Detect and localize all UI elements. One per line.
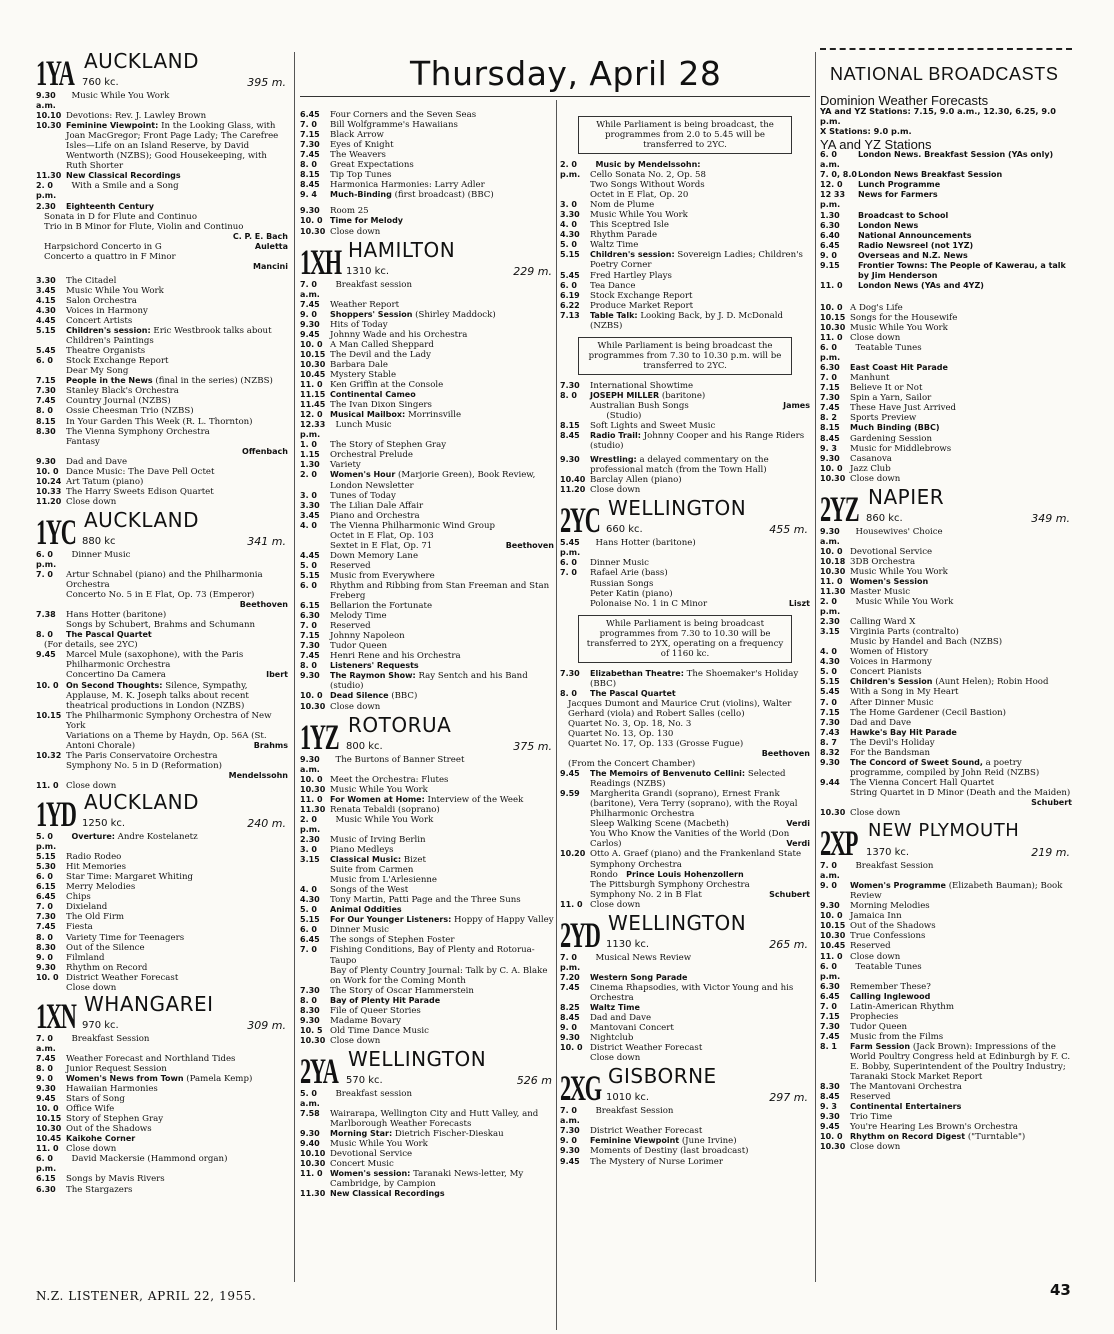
wavelength: 526 m: [516, 1073, 552, 1087]
city: NEW PLYMOUTH: [868, 820, 1020, 842]
wavelength: 219 m.: [1031, 846, 1070, 860]
wavelength: 297 m.: [769, 1091, 808, 1105]
column-4: Dominion Weather Forecasts YA and YZ Stations: 7.15, 9.0 a.m., 12.30, 6.25, 9.0 p.m. X Stations: 9.0 p.m. YA and YZ Stations 6. 0 a.m. London News. Breakfast Session (YAs only) 7. 0, 8.0 London News Breakfast Session 12. 0 Lunch Programme 12 33 p.m. News for Farmers 1.30 Broadcast to School 6.30 London News 6.40 National Announcements 6.45 Radio Newsreel (not 1YZ) 9. 0 Overseas and N.Z. News 9.15 Frontier Towns: The People of Kawerau, a talk by Jim Henderson 11. 0 London News (YAs and 4YZ) 10. 0 A Dog's Life 10.15 Songs for the Housewife 10.30 Music While You Work 11. 0 Close down 6. 0 p.m. Teatable Tunes 6.30 East Coast Hit Parade 7. 0 Manhunt 7.15 Believe It or Not 7.30 Spin a Yarn, Sailor 7.45 These Have Just Arrived 8. 2 Sports Preview 8.15 Much Binding (BBC) 8.45 Gardening Session 9. 3 Music for Middlebrows 9.30 Casanova 10. 0 Jazz Club 10.30 Close down 2YZ NAPIER 860 kc. 349 m. 9.30 a.m. Housewives' Choice 10. 0 Devotional Service 10.18 3DB Orchestra 10.30 Music While You Work 11. 0 Women's Session 11.30 Master Music 2. 0 p.m. Music While You Work 2.30 Calling Ward X 3.15 Virginia Parts (contralto) Music by Handel and Bach (NZBS) 4. 0 Women of History 4.30 Voices in Harmony 5. 0 Concert Pianists 5.15 Children's Session (Aunt Helen); Robin Hood 5.45 With a Song in My Heart 7. 0 After Dinner Music 7.15 The Home Gardener (Cecil Bastion) 7.30 Dad and Dave 7.43 Hawke's Bay Hit Parade 8. 7 The Devil's Holiday 8.32 For the Bandsman 9.30 The Concord of Sweet Sound, a poetry programme, compiled by John Reid (NZBS) 9.44 The Vienna Concert Hall Quartet String Quartet in D Minor (Death and the Maiden) Schubert 10.30 Close down 2XP NEW PLYMOUTH 1370 kc. 219 m. 7. 0 a.m. Breakfast Session 9. 0 Women's Programme (Elizabeth Bauman); Book Review 9.30 Morning Melodies 10. 0 Jamaica Inn 10.15 Out of the Shadows 10.30 True Confessions 10.45 Reserved 11. 0 Close down 6. 0 p.m. Teatable Tunes 6.30 Remember These? 6.45 Calling Inglewood 7. 0 Latin-American Rhythm 7.15 Prophecies 7.30 Tudor Queen 7.45 Music from the Films 8. 1 Farm Session (Jack Brown): Impressions of the World Poultry Congress held at Edinburgh by F. C. E. Bobby, Superintendent of the Poultry Industry; Taranaki Stock Market Report 8.30 The Mantovani Orchestra 8.45 Reserved 9. 3 Continental Entertainers 9.30 Trio Time 9.45 You're Hearing Les Brown's Orchestra 10. 0 Rhythm on Record Digest ("Turntable") 10.30 Close down: [820, 93, 1072, 1153]
station-header-2yd: [560, 910, 810, 955]
listing: 9.30 a.m. Music While You Work: [36, 91, 170, 111]
national-listing: 9. 0 Overseas and N.Z. News: [820, 250, 968, 260]
callsign: 2YD: [560, 914, 600, 955]
city: NAPIER: [868, 484, 945, 509]
national-listing: 6.40 National Announcements: [820, 230, 972, 240]
frequency: 970 kc.: [82, 1019, 119, 1031]
city: HAMILTON: [348, 237, 456, 262]
frequency: 1130 kc.: [606, 938, 650, 950]
callsign: 1YA: [36, 53, 74, 93]
weather-heading: Dominion Weather Forecasts: [820, 93, 989, 108]
wavelength: 309 m.: [247, 1018, 286, 1032]
notice-box: While Parliament is being broadcast programmes from 7.30 to 10.30 will be transferred to 2YX, operating on a frequency of 1160 kc.: [578, 615, 792, 663]
wavelength: 395 m.: [247, 75, 286, 89]
listing: 11.30 New Classical Recordings: [36, 171, 181, 181]
notice-box: While Parliament is being broadcast the programmes from 7.30 to 10.30 p.m. will be transferred to 2YC.: [578, 337, 792, 375]
callsign: 2YA: [300, 1050, 338, 1091]
city: ROTORUA: [348, 712, 452, 737]
callsign: 2YC: [560, 500, 600, 541]
station-header-2yc: [560, 496, 810, 541]
frequency: 1310 kc.: [346, 265, 390, 277]
decorative-border: [820, 48, 1072, 58]
wavelength: 375 m.: [513, 739, 552, 753]
station-header-2ya: [300, 1046, 554, 1091]
station-header-1xn: [36, 991, 288, 1036]
notice-box: While Parliament is being broadcast, the programmes from 2.0 to 5.45 will be transferred to 2YC.: [578, 116, 792, 154]
ya-yz-list: [820, 150, 1072, 291]
frequency: 1370 kc.: [866, 847, 910, 859]
city: WELLINGTON: [608, 496, 747, 521]
callsign: 1YZ: [300, 716, 339, 757]
station-header-2yz: [820, 484, 1072, 529]
national-listing: 12. 0 Lunch Programme: [820, 180, 941, 190]
callsign: 2XP: [820, 823, 858, 864]
city: AUCKLAND: [84, 49, 200, 73]
city: WELLINGTON: [348, 1046, 487, 1071]
weather-line: X Stations: 9.0 p.m.: [820, 126, 912, 137]
national-broadcasts-heading: NATIONAL BROADCASTS: [830, 64, 1059, 84]
national-listing: 6.30 London News: [820, 220, 919, 230]
callsign: 1YD: [36, 794, 76, 835]
station-header-1yd: [36, 790, 288, 835]
weather-line: YA and YZ Stations: 7.15, 9.0 a.m., 12.30, 6.25, 9.0 p.m.: [820, 106, 1056, 127]
national-listing: 9.15 Frontier Towns: The People of Kawerau, a talk by Jim Henderson: [820, 260, 1066, 280]
frequency: 1010 kc.: [606, 1092, 650, 1104]
city: AUCKLAND: [84, 790, 200, 815]
wavelength: 349 m.: [1031, 511, 1070, 525]
station-header-1yc: [36, 507, 288, 552]
footer-citation: N.Z. LISTENER, APRIL 22, 1955.: [36, 1289, 257, 1303]
column-divider: [556, 100, 557, 1330]
column-divider: [294, 52, 295, 1282]
page-title: Thursday, April 28: [410, 54, 722, 93]
national-listing: 6. 0 a.m. London News. Breakfast Session (YAs only): [820, 150, 1054, 170]
listing: 10.10 Devotions: Rev. J. Lawley Brown: [36, 111, 207, 122]
frequency: 860 kc.: [866, 512, 903, 524]
city: GISBORNE: [608, 1064, 717, 1089]
wavelength: 240 m.: [247, 817, 286, 830]
station-header-1xh: [300, 237, 554, 282]
listing: 2.30 Eighteenth Century: [36, 201, 154, 211]
wavelength: 265 m.: [769, 937, 808, 951]
callsign: 1XN: [36, 995, 76, 1036]
wavelength: 229 m.: [513, 264, 552, 278]
station-header-2xp: [820, 820, 1072, 864]
frequency: 570 kc.: [346, 1074, 383, 1086]
ya-yz-heading: YA and YZ Stations: [820, 137, 932, 153]
station-header-2xg: [560, 1064, 810, 1109]
station-header-1ya: [36, 49, 288, 93]
frequency: 760 kc.: [82, 76, 119, 88]
national-listing: 7. 0, 8.0 London News Breakfast Session: [820, 170, 1003, 180]
wavelength: 341 m.: [247, 534, 286, 548]
city: WELLINGTON: [608, 910, 747, 935]
listing: 10.30 Feminine Viewpoint: In the Looking Glass, with Joan MacGregor; Front Page Lady; The Carefree Isles—Life on an Island Reserve, by David Wentworth (NZBS); Good Housekeeping, with Ruth Shorter: [36, 121, 279, 172]
page-number: 43: [1050, 1281, 1071, 1299]
national-listing: 1.30 Broadcast to School: [820, 210, 949, 220]
national-listing: 11. 0 London News (YAs and 4YZ): [820, 280, 984, 290]
column-1: 1YA AUCKLAND 760 kc. 395 m. 9.30 a.m. Music While You Work 10.10 Devotions: Rev. J. Lawley Brown 10.30 Feminine Viewpoint: In the Looking Glass, with Joan MacGregor; Front Page Lady; The Carefree Isles—Life on an Island Reserve, by David Wentworth (NZBS); Good Housekeeping, with Ruth Shorter 11.30 New Classical Recordings 2. 0 p.m. With a Smile and a Song 2.30 Eighteenth Century Sonata in D for Flute and Continuo Trio in B Minor for Flute, Violin and Continuo C. P. E. Bach Harpsichord Concerto in G Auletta Concerto a quattro in F Minor Mancini 3.30 The Citadel 3.45 Music While You Work 4.15 Salon Orchestra 4.30 Voices in Harmony 4.45 Concert Artists 5.15 Children's session: Eric Westbrook talks about Children's Paintings 5.45 Theatre Organists 6. 0 Stock Exchange Report Dear My Song 7.15 People in the News (final in the series) (NZBS) 7.30 Stanley Black's Orchestra 7.45 Country Journal (NZBS) 8. 0 Ossie Cheesman Trio (NZBS) 8.15 In Your Garden This Week (R. L. Thornton) 8.30 The Vienna Symphony Orchestra Fantasy Offenbach 9.30 Dad and Dave 10. 0 Dance Music: The Dave Pell Octet 10.24 Art Tatum (piano) 10.33 The Harry Sweets Edison Quartet 11.20 Close down 1YC AUCKLAND 880 kc 341 m. 6. 0 p.m. Dinner Music 7. 0 Artur Schnabel (piano) and the Philharmonia Orchestra Concerto No. 5 in E Flat, Op. 73 (Emperor) Beethoven 7.38 Hans Hotter (baritone) Songs by Schubert, Brahms and Schumann 8. 0 The Pascal Quartet (For details, see 2YC) 9.45 Marcel Mule (saxophone), with the Paris Philharmonic Orchestra Concertino Da Camera Ibert 10. 0 On Second Thoughts: Silence, Sympathy, Applause, M. K. Joseph talks about recent theatrical productions in London (NZBS) 10.15 The Philharmonic Symphony Orchestra of New York Variations on a Theme by Haydn, Op. 56A (St. Antoni Chorale) Brahms 10.32 The Paris Conservatoire Orchestra Symphony No. 5 in D (Reformation) Mendelssohn 11. 0 Close down 1YD AUCKLAND 1250 kc. 240 m. 5. 0 p.m. Overture: Andre Kostelanetz 5.15 Radio Rodeo 5.30 Hit Memories 6. 0 Star Time: Margaret Whiting 6.15 Merry Melodies 6.45 Chips 7. 0 Dixieland 7.30 The Old Firm 7.45 Fiesta 8. 0 Variety Time for Teenagers 8.30 Out of the Silence 9. 0 Filmland 9.30 Rhythm on Record 10. 0 District Weather Forecast Close down 1XN WHANGAREI 970 kc. 309 m. 7. 0 a.m. Breakfast Session 7.45 Weather Forecast and Northland Tides 8. 0 Junior Request Session 9. 0 Women's News from Town (Pamela Kemp) 9.30 Hawaiian Harmonies 9.45 Stars of Song 10. 0 Office Wife 10.15 Story of Stephen Gray 10.30 Out of the Shadows 10.45 Kaikohe Corner 11. 0 Close down 6. 0 p.m. David Mackersie (Hammond organ) 6.15 Songs by Mavis Rivers 6.30 The Stargazers: [36, 49, 288, 1195]
frequency: 800 kc.: [346, 740, 383, 752]
station-header-1yz: [300, 712, 554, 757]
column-2: 6.45 Four Corners and the Seven Seas 7. 0 Bill Wolfgramme's Hawaiians 7.15 Black Arrow 7.30 Eyes of Knight 7.45 The Weavers 8. 0 Great Expectations 8.15 Tip Top Tunes 8.45 Harmonica Harmonies: Larry Adler 9. 4 Much-Binding (first broadcast) (BBC) 9.30 Room 25 10. 0 Time for Melody 10.30 Close down 1XH HAMILTON 1310 kc. 229 m. 7. 0 a.m. Breakfast session 7.45 Weather Report 9. 0 Shoppers' Session (Shirley Maddock) 9.30 Hits of Today 9.45 Johnny Wade and his Orchestra 10. 0 A Man Called Sheppard 10.15 The Devil and the Lady 10.30 Barbara Dale 10.45 Mystery Stable 11. 0 Ken Griffin at the Console 11.15 Continental Cameo 11.45 The Ivan Dixon Singers 12. 0 Musical Mailbox: Morrinsville 12.33 p.m. Lunch Music 1. 0 The Story of Stephen Gray 1.15 Orchestral Prelude 1.30 Variety 2. 0 Women's Hour (Marjorie Green), Book Review, London Newsletter 3. 0 Tunes of Today 3.30 The Lilian Dale Affair 3.45 Piano and Orchestra 4. 0 The Vienna Philharmonic Wind Group Octet in E Flat, Op. 103 Sextet in E Flat, Op. 71 Beethoven 4.45 Down Memory Lane 5. 0 Reserved 5.15 Music from Everywhere 6. 0 Rhythm and Ribbing from Stan Freeman and Stan Freberg 6.15 Bellarion the Fortunate 6.30 Melody Time 7. 0 Reserved 7.15 Johnny Napoleon 7.30 Tudor Queen 7.45 Henri Rene and his Orchestra 8. 0 Listeners' Requests 9.30 The Raymon Show: Ray Sentch and his Band (studio) 10. 0 Dead Silence (BBC) 10.30 Close down 1YZ ROTORUA 800 kc. 375 m. 9.30 a.m. The Burtons of Banner Street 10. 0 Meet the Orchestra: Flutes 10.30 Music While You Work 11. 0 For Women at Home: Interview of the Week 11.30 Renata Tebaldi (soprano) 2. 0 p.m. Music While You Work 2.30 Music of Irving Berlin 3. 0 Piano Medleys 3.15 Classical Music: Bizet Suite from Carmen Music from L'Arlesienne 4. 0 Songs of the West 4.30 Tony Martin, Patti Page and the Three Suns 5. 0 Animal Oddities 5.15 For Our Younger Listeners: Hoppy of Happy Valley 6. 0 Dinner Music 6.45 The songs of Stephen Foster 7. 0 Fishing Conditions, Bay of Plenty and Rotorua-Taupo Bay of Plenty Country Journal: Talk by C. A. Blake on Work for the Coming Month 7.30 The Story of Oscar Hammerstein 8. 0 Bay of Plenty Hit Parade 8.30 File of Queer Stories 9.30 Madame Bovary 10. 5 Old Time Dance Music 10.30 Close down 2YA WELLINGTON 570 kc. 526 m 5. 0 a.m. Breakfast session 7.58 Wairarapa, Wellington City and Hutt Valley, and Marlborough Weather Forecasts 9.30 Morning Star: Dietrich Fischer-Dieskau 9.40 Music While You Work 10.10 Devotional Service 10.30 Concert Music 11. 0 Women's session: Taranaki News-letter, My Cambridge, by Campion 11.30 New Classical Recordings: [300, 110, 554, 1199]
callsign: 1YC: [36, 511, 76, 552]
wavelength: 455 m.: [769, 523, 808, 537]
listing: 2. 0 p.m. With a Smile and a Song: [36, 181, 179, 201]
callsign: 1XH: [300, 241, 341, 282]
frequency: 1250 kc.: [82, 818, 126, 829]
national-listing: 12 33 p.m. News for Farmers: [820, 190, 938, 210]
callsign: 2XG: [560, 1068, 601, 1109]
column-divider: [815, 52, 816, 1282]
callsign: 2YZ: [820, 488, 859, 529]
national-listing: 6.45 Radio Newsreel (not 1YZ): [820, 240, 974, 250]
column-3: While Parliament is being broadcast, the programmes from 2.0 to 5.45 will be transferred to 2YC. 2. 0 p.m. Music by Mendelssohn: Cello Sonata No. 2, Op. 58 Two Songs Without Words Octet in E Flat, Op. 20 3. 0 Nom de Plume 3.30 Music While You Work 4. 0 This Sceptred Isle 4.30 Rhythm Parade 5. 0 Waltz Time 5.15 Children's session: Sovereign Ladies; Children's Poetry Corner 5.45 Fred Hartley Plays 6. 0 Tea Dance 6.19 Stock Exchange Report 6.22 Produce Market Report 7.13 Table Talk: Looking Back, by J. D. McDonald (NZBS) While Parliament is being broadcast the programmes from 7.30 to 10.30 p.m. will be transferred to 2YC. 7.30 International Showtime 8. 0 JOSEPH MILLER (baritone) Australian Bush Songs James (Studio) 8.15 Soft Lights and Sweet Music 8.45 Radio Trail: Johnny Cooper and his Range Riders (studio) 9.30 Wrestling: a delayed commentary on the professional match (from the Town Hall) 10.40 Barclay Allen (piano) 11.20 Close down 2YC WELLINGTON 660 kc. 455 m. 5.45 p.m. Hans Hotter (baritone) 6. 0 Dinner Music 7. 0 Rafael Arie (bass) Russian Songs Peter Katin (piano) Polonaise No. 1 in C Minor Liszt While Parliament is being broadcast programmes from 7.30 to 10.30 will be transferred to 2YX, operating on a frequency of 1160 kc. 7.30 Elizabethan Theatre: The Shoemaker's Holiday (BBC) 8. 0 The Pascal Quartet Jacques Dumont and Maurice Crut (violins), Walter Gerhard (viola) and Robert Salles (cello) Quartet No. 3, Op. 18, No. 3 Quartet No. 13, Op. 130 Quartet No. 17, Op. 133 (Grosse Fugue) Beethoven (From the Concert Chamber) 9.45 The Memoirs of Benvenuto Cellini: Selected Readings (NZBS) 9.59 Margherita Grandi (soprano), Ernest Frank (baritone), Vera Terry (soprano), with the Royal Philharmonic Orchestra Sleep Walking Scene (Macbeth) Verdi You Who Know the Vanities of the World (Don Carlos) Verdi 10.20 Otto A. Graef (piano) and the Frankenland State Symphony Orchestra Rondo Prince Louis Hohenzollern The Pittsburgh Symphony Orchestra Symphony No. 2 in B Flat Schubert 11. 0 Close down 2YD WELLINGTON 1130 kc. 265 m. 7. 0 p.m. Musical News Review 7.20 Western Song Parade 7.45 Cinema Rhapsodies, with Victor Young and his Orchestra 8.25 Waltz Time 8.45 Dad and Dave 9. 0 Mantovani Concert 9.30 Nightclub 10. 0 District Weather Forecast Close down 2XG GISBORNE 1010 kc. 297 m. 7. 0 a.m. Breakfast Session 7.30 District Weather Forecast 9. 0 Feminine Viewpoint (June Irvine) 9.30 Moments of Destiny (last broadcast) 9.45 The Mystery of Nurse Lorimer: [560, 110, 810, 1167]
frequency: 660 kc.: [606, 524, 643, 536]
city: AUCKLAND: [84, 507, 200, 532]
city: WHANGAREI: [84, 991, 214, 1016]
frequency: 880 kc: [82, 535, 116, 547]
masthead-rule: [300, 96, 810, 97]
